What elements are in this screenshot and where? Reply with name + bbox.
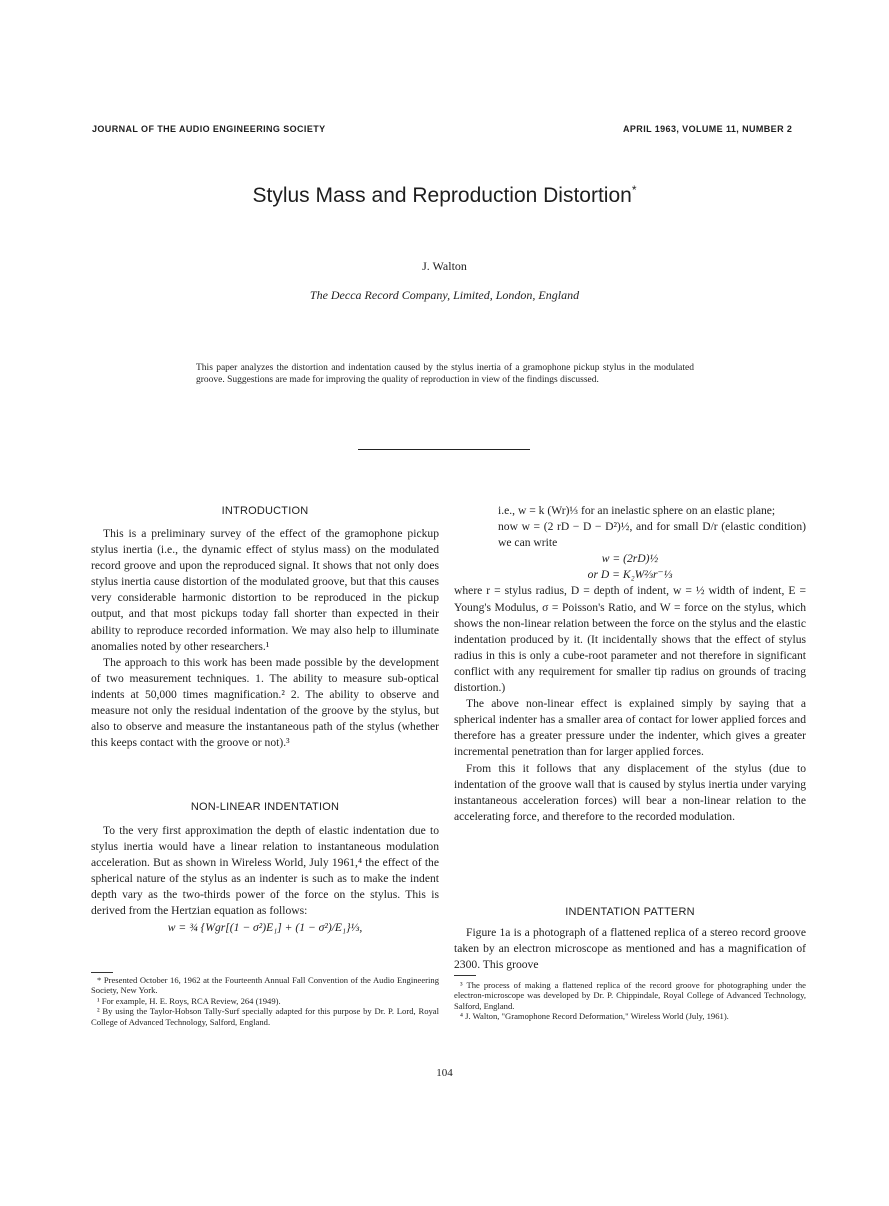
right-column-body — [454, 503, 806, 825]
footnote-rule-left — [91, 972, 113, 973]
intro-paragraph-1: This is a preliminary survey of the effect of the gramophone pickup stylus inertia (i.e., the dynamic effect of stylus mass) on the modulated record groove and upon the reproduced signal. It shows that not only does stylus inertia cause distortion of the modulated groove, but that this causes very considerable harmonic distortion to be reproduced in the pickup output, and that most pickups today fall shorter than expected in their ability to reproduce recorded information. We may also help to illuminate anomalies noted by other researchers.¹ — [91, 527, 439, 653]
pattern-paragraph-1: Figure 1a is a photograph of a flattened replica of a stereo record groove taken by an electron microscope as mentioned and has a magnification of 2300. This groove — [454, 926, 806, 972]
author-name: J. Walton — [422, 259, 467, 273]
title-footnote-mark: * — [631, 183, 637, 197]
footnotes-right — [454, 980, 806, 1022]
footnote-3: ³ The process of making a flattened replica of the record groove for photographing under the electron-microscope was developed by Dr. P. Chippindale, Royal College of Advanced Technology, Salford, England. — [454, 980, 806, 1011]
indentation-pattern-heading: INDENTATION PATTERN — [565, 906, 695, 918]
title-text: Stylus Mass and Reproduction Distortion — [252, 184, 632, 207]
abstract: This paper analyzes the distortion and indentation caused by the stylus inertia of a gramophone pickup stylus in the modulated groove. Suggestions are made for improving the quality of reproduction in view of the findings discussed. — [196, 363, 694, 385]
nonlinear-heading: NON-LINEAR INDENTATION — [190, 801, 340, 813]
introduction-heading: INTRODUCTION — [221, 505, 309, 517]
footnote-4: ⁴ J. Walton, "Gramophone Record Deformation," Wireless World (July, 1961). — [460, 1011, 729, 1022]
introduction-body — [91, 526, 439, 751]
equation-line-4: or D = K₂W⅔r⁻⅓ — [587, 568, 673, 582]
footnote-1: ¹ For example, H. E. Roys, RCA Review, 264 (1949). — [97, 995, 281, 1006]
issue-running-head: APRIL 1963, VOLUME 11, NUMBER 2 — [623, 124, 793, 134]
page-number: 104 — [436, 1067, 453, 1079]
indentation-pattern-body — [454, 925, 806, 973]
equation-line-1: i.e., w = k (Wr)⅓ for an inelastic sphere on an elastic plane; — [498, 504, 776, 517]
nonlinear-body — [91, 823, 439, 936]
article-title — [0, 183, 889, 208]
equation-line-2: now w = (2 rD − D − D²)½, and for small D/r (elastic condition) we can write — [498, 520, 806, 550]
journal-running-head: JOURNAL OF THE AUDIO ENGINEERING SOCIETY — [92, 124, 326, 134]
right-paragraph-1: where r = stylus radius, D = depth of indent, w = ½ width of indent, E = Young's Modulus, σ = Poisson's Ratio, and W = force on the stylus, which shows the non-linear relation between the force on the stylus and the elastic indentation produced by it. (It incidentally shows that the effect of stylus radius in this is only a cube-root parameter and not therefore in significant conflict with any requirement for smaller tip radius on grounds of tracing distortion.) — [454, 584, 806, 695]
right-paragraph-2: The above non-linear effect is explained simply by saying that a spherical indenter has a smaller area of contact for lower applied forces and therefore has a greater pressure under the indenter, which gives a greater incremental penetration than for larger applied forces. — [454, 697, 806, 759]
author-affiliation: The Decca Record Company, Limited, London, England — [309, 288, 580, 302]
title-divider — [358, 449, 530, 450]
equation-line-3: w = (2rD)½ — [601, 552, 659, 566]
hertzian-equation: w = ¾ {Wgr[(1 − σ²)E₁] + (1 − σ²)/E₁}⅓, — [167, 920, 363, 934]
footnote-presented: * Presented October 16, 1962 at the Fourteenth Annual Fall Convention of the Audio Engineering Society, New York. — [91, 975, 439, 996]
footnote-2: ² By using the Taylor-Hobson Tally-Surf specially adapted for this purpose by Dr. P. Lord, Royal College of Advanced Technology, Salford, England. — [91, 1006, 439, 1027]
nonlinear-paragraph-1: To the very first approximation the depth of elastic indentation due to stylus inertia would have a linear relation to instantaneous modulation acceleration. But as shown in Wireless World, July 1961,⁴ the effect of the spherical nature of the stylus as an indenter is such as to make the indent depth vary as the two-thirds power of the force on the stylus. This is derived from the Hertzian equation as follows: — [91, 824, 439, 918]
footnotes-left — [91, 975, 439, 1027]
footnote-rule-right — [454, 975, 476, 976]
right-paragraph-3: From this it follows that any displacement of the stylus (due to indentation of the groove wall that is caused by stylus inertia under varying instantaneous acceleration forces) will bear a non-linear relation to the accelerating force, and therefore to the recorded modulation. — [454, 761, 806, 823]
intro-paragraph-2: The approach to this work has been made possible by the development of two measurement techniques. 1. The ability to measure sub-optical indents at 50,000 times magnification.² 2. The ability to observe and measure not only the residual indentation of the groove by the stylus, but also to observe and measure the instantaneous path of the stylus (whether this keeps contact with the groove or not).³ — [91, 655, 439, 750]
